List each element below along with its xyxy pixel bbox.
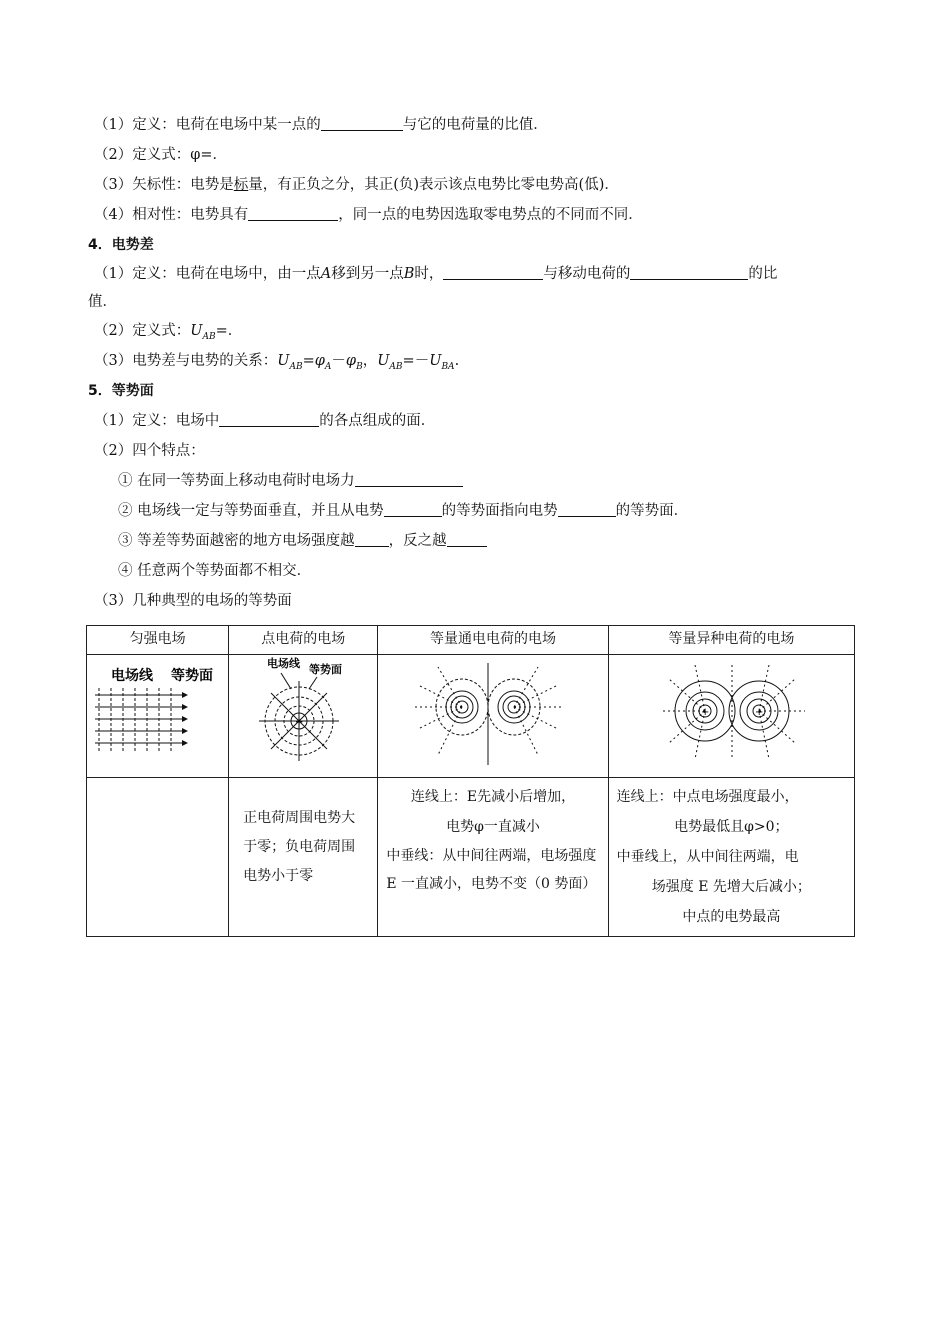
potential-formula: （2）定义式：φ=．	[94, 147, 228, 163]
desc-unlike-cell	[608, 778, 854, 937]
answer-blank[interactable]	[558, 500, 616, 517]
pd-definition-cont: 值．	[88, 294, 117, 310]
header-like: 等量通电电荷的电场	[378, 626, 608, 655]
field-lines	[95, 695, 187, 743]
desc-point: 正电荷周围电势大于零；负电荷周围电势小于零	[243, 810, 356, 884]
point-charge-figure	[229, 655, 377, 773]
plus-sign: +	[754, 707, 764, 718]
plus-sign: +	[295, 717, 304, 728]
field-lines	[661, 665, 805, 759]
table-figure-row	[87, 655, 855, 778]
answer-blank[interactable]	[384, 500, 442, 517]
header-uniform: 匀强电场	[87, 626, 229, 655]
label-equipotential: 等势面	[309, 663, 343, 676]
desc-uniform-cell	[87, 778, 229, 937]
feature-3: ③ 等差等势面越密的地方电场强度越 ，反之越	[88, 526, 863, 556]
header-point: 点电荷的电场	[229, 626, 378, 655]
label-equipotential: 等势面	[171, 668, 213, 684]
pd-formula: （2）定义式：$U_{AB}=$．	[94, 323, 243, 342]
uniform-field-figure	[87, 655, 228, 773]
plus-sign: +	[700, 707, 710, 718]
header-unlike: 等量异种电荷的电场	[608, 626, 854, 655]
figure-like-cell	[378, 655, 608, 778]
desc-unlike: 连线上：中点电场强度最小， 电势最低且φ>0； 中垂线上，从中间往两端，电 场强度 E 先增大后减小； 中点的电势最高	[616, 789, 811, 925]
typical-fields-heading: （3）几种典型的电场的等势面	[94, 593, 292, 609]
section-title: 4．电势差	[88, 237, 154, 253]
table-description-row	[87, 778, 855, 937]
desc-like: 连线上：E先减小后增加， 电势φ一直减小 中垂线：从中间往两端，电场强度 E 一直减小，电势不变（0 势面）	[386, 789, 597, 892]
potential-definition: （1）定义：电荷在电场中某一点的 与它的电荷量的比值．	[88, 110, 863, 140]
unlike-charges-figure	[609, 655, 854, 773]
section-title: 5．等势面	[88, 383, 154, 399]
figure-uniform-cell	[87, 655, 229, 778]
answer-blank[interactable]	[630, 263, 748, 280]
figure-point-cell	[229, 655, 378, 778]
table-header-row	[87, 626, 855, 655]
answer-blank[interactable]	[447, 530, 487, 547]
label-field-lines: 电场线	[111, 668, 153, 684]
figure-unlike-cell	[608, 655, 854, 778]
equipotential-table	[86, 625, 855, 937]
desc-point-cell	[229, 778, 378, 937]
pd-definition: （1）定义：电荷在电场中，由一点A移到另一点B时， 与移动电荷的 的比	[88, 260, 863, 288]
potential-relativity: （4）相对性：电势具有 ，同一点的电势因选取零电势点的不同而不同．	[88, 200, 863, 230]
feature-2: ② 电场线一定与等势面垂直，并且从电势 的等势面指向电势 的等势面．	[88, 496, 863, 526]
answer-blank[interactable]	[355, 530, 389, 547]
document-body	[88, 110, 863, 616]
equipotential-definition: （1）定义：电场中 的各点组成的面．	[88, 406, 863, 436]
label-field-lines: 电场线	[267, 657, 301, 670]
answer-blank[interactable]	[321, 114, 403, 131]
potential-scalar: （3）矢标性：电势是标量，有正负之分，其正(负)表示该点电势比零电势高(低)．	[94, 177, 619, 193]
pd-relation: （3）电势差与电势的关系：$U_{AB}=\varphi_A-\varphi_B$，$U_{AB}=-U_{BA}$.	[94, 353, 460, 372]
answer-blank[interactable]	[219, 410, 319, 427]
desc-like-cell	[378, 778, 608, 937]
answer-blank[interactable]	[443, 263, 543, 280]
like-charges-figure	[378, 655, 607, 773]
features-heading: （2）四个特点：	[94, 443, 205, 459]
feature-4: ④ 任意两个等势面都不相交．	[118, 563, 312, 579]
answer-blank[interactable]	[248, 204, 338, 221]
answer-blank[interactable]	[355, 470, 463, 487]
feature-1: ① 在同一等势面上移动电荷时电场力	[88, 466, 863, 496]
